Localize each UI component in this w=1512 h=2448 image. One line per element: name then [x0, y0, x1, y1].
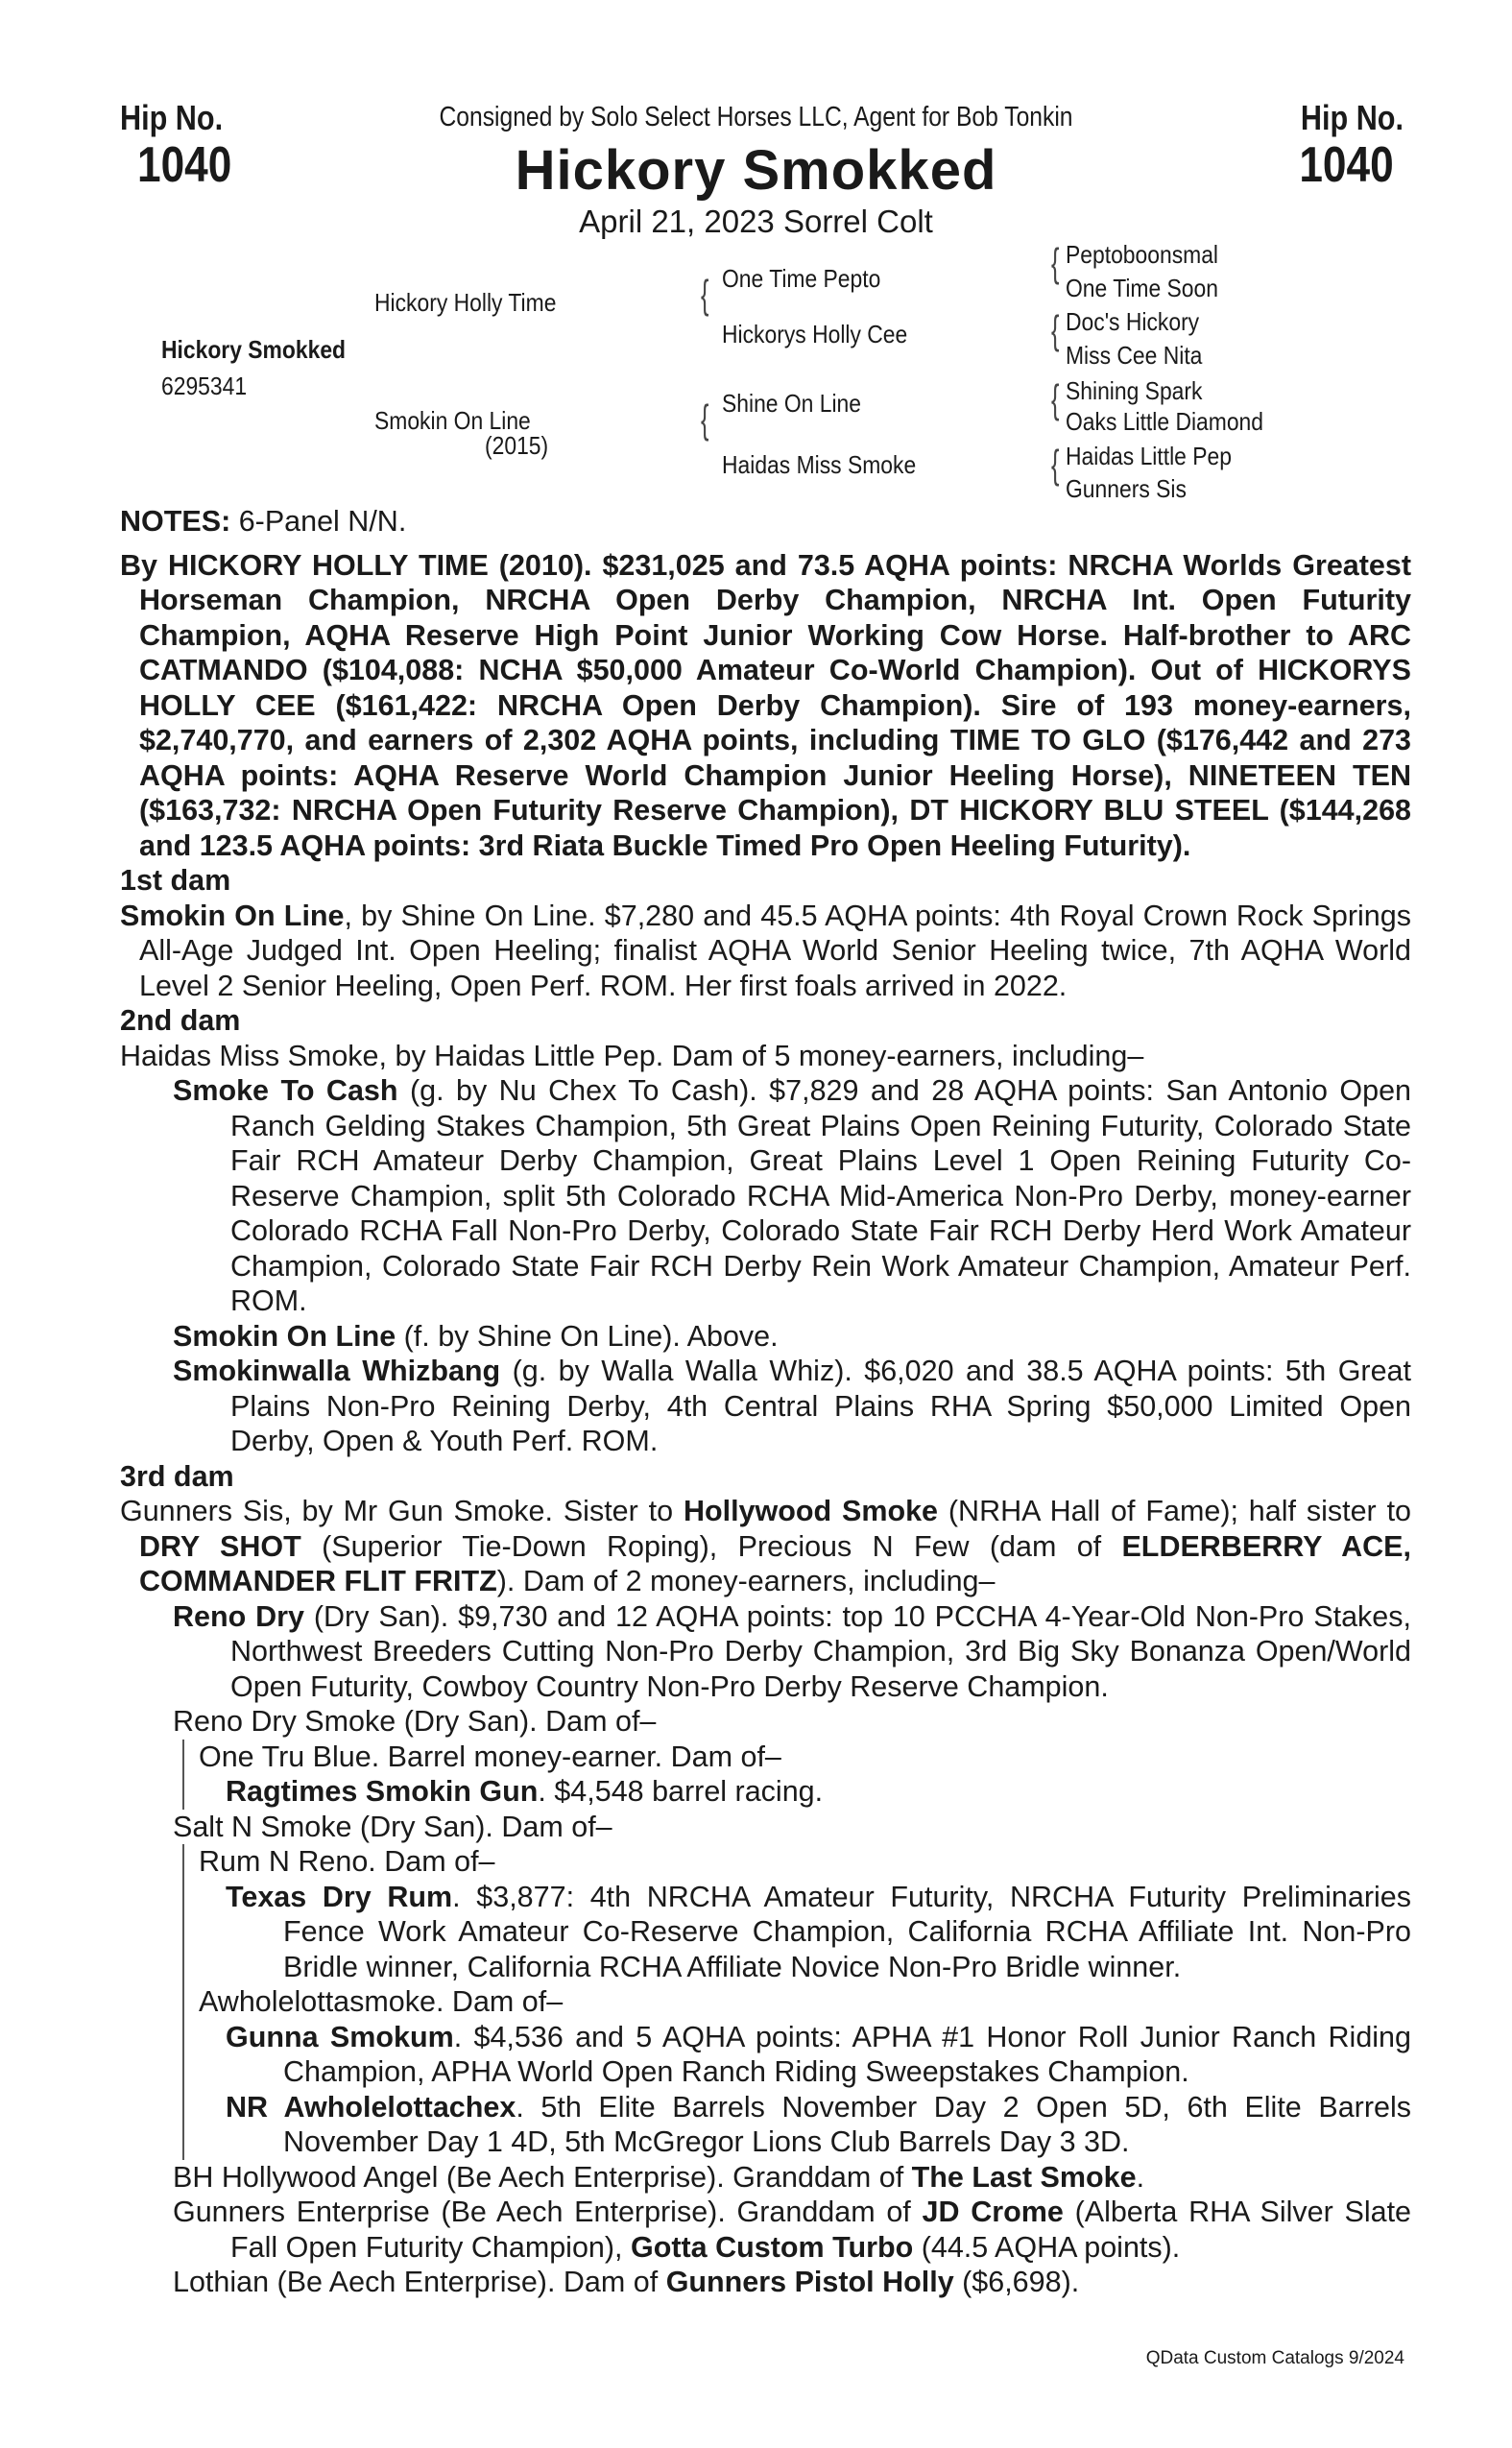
produce-entry: [173, 2195, 1411, 2265]
produce-text: (g. by Nu Chex To Cash). $7,829 and 28 AQHA points: San Antonio Open Ranch Gelding Stakes Champion, 5th Great Plains Open Reining Futurity, Colorado State Fair RCH Amateur Derby Champion, Great Plains Level 1 Open Reining Futurity Co-Reserve Champion, split 5th Colorado RCHA Mid-America Non-Pro Derby, money-earner Colorado RCHA Fall Non-Pro Derby, Colorado State Fair RCH Derby Herd Work Amateur Champion, Colorado State Fair RCH Derby Rein Work Amateur Champion, Amateur Perf. ROM.: [230, 1074, 1411, 1317]
third-dam-heading: 3rd dam: [120, 1459, 234, 1493]
descendant-text: . $4,548 barrel racing.: [538, 1775, 824, 1808]
descendant-entry: Rum N Reno. Dam of–: [199, 1845, 495, 1878]
pedigree-g3-2: One Time Soon: [1066, 274, 1218, 302]
pedigree-g3-4: Miss Cee Nita: [1066, 341, 1203, 370]
registration-number: 6295341: [161, 372, 248, 400]
produce-entry: [173, 1073, 1411, 1319]
pedigree-g3-5: Shining Spark: [1066, 376, 1203, 405]
footer-credit: QData Custom Catalogs 9/2024: [1145, 2348, 1404, 2368]
produce-text: BH Hollywood Angel (Be Aech Enterprise). Granddam of: [173, 2160, 912, 2194]
first-dam-name: Smokin On Line: [120, 899, 345, 932]
produce-text: Lothian (Be Aech Enterprise). Dam of: [173, 2266, 666, 2298]
catalog-body: [120, 504, 1411, 2300]
third-dam-intro-g: ). Dam of 2 money-earners, including–: [496, 1565, 996, 1597]
produce-name: Gunners Pistol Holly: [665, 2266, 954, 2298]
hip-number-left: 1040: [137, 137, 232, 193]
produce-text: (Dry San). $9,730 and 12 AQHA points: top 10 PCCHA 4-Year-Old Non-Pro Stakes, Northwest Breeders Cutting Non-Pro Derby Champion, 3rd Big Sky Bonanza Open/World Open Futurity, Cowboy Country Non-Pro Derby Reserve Champion.: [230, 1599, 1411, 1703]
hip-label-right: Hip No.: [1300, 98, 1404, 137]
pedigree-g3-6: Oaks Little Diamond: [1066, 407, 1264, 436]
second-dam-heading: 2nd dam: [120, 1004, 241, 1037]
produce-name: Gotta Custom Turbo: [631, 2230, 914, 2264]
produce-name: JD Crome: [922, 2196, 1064, 2228]
produce-entry: Salt N Smoke (Dry San). Dam of–: [173, 1810, 612, 1843]
first-dam-paragraph: [120, 899, 1411, 1004]
foaling-info: April 21, 2023 Sorrel Colt: [579, 204, 933, 239]
pedigree-horse: Hickory Smokked: [161, 335, 347, 364]
horse-name-title: Hickory Smokked: [515, 139, 997, 202]
produce-name: Reno Dry: [173, 1599, 304, 1633]
third-dam-produce: [120, 1599, 1411, 2300]
pedigree-dam-sire: Shine On Line: [722, 389, 862, 418]
descendant-entry: Awholelottasmoke. Dam of–: [199, 1985, 564, 2018]
first-dam-text: , by Shine On Line. $7,280 and 45.5 AQHA points: 4th Royal Crown Rock Springs All-Age Judged Int. Open Heeling; finalist AQHA World Senior Heeling twice, 7th AQHA World Level 2 Senior Heeling, Open Perf. ROM. Her first foals arrived in 2022.: [139, 899, 1411, 1002]
produce-name: Smoke To Cash: [173, 1074, 398, 1107]
third-dam-intro-e: (Superior Tie-Down Roping), Precious N Few (dam of: [300, 1529, 1122, 1563]
descendant-name: Gunna Smokum: [226, 2020, 454, 2053]
produce-text: (g. by Walla Walla Whiz). $6,020 and 38.5 AQHA points: 5th Great Plains Non-Pro Reining Derby, 4th Central Plains RHA Spring $50,000 Limited Open Derby, Open & Youth Perf. ROM.: [230, 1355, 1411, 1457]
pedigree-sire-dam: Hickorys Holly Cee: [722, 320, 908, 348]
descendant-entry: [199, 2090, 1411, 2160]
produce-name: The Last Smoke: [911, 2160, 1137, 2194]
produce-text: (Alberta RHA Silver Slate Fall Open Futurity Champion),: [230, 2196, 1412, 2264]
brace-dam: {: [701, 396, 709, 442]
pedigree-g3-7: Haidas Little Pep: [1066, 442, 1232, 470]
third-dam-intro-c: (NRHA Hall of Fame); half sister to: [938, 1495, 1412, 1527]
pedigree-sire: Hickory Holly Time: [374, 288, 557, 317]
descendants-block: [182, 1844, 1411, 2160]
produce-text: (44.5 AQHA points).: [913, 2230, 1181, 2264]
descendant-entry: [199, 1880, 1411, 1985]
produce-entry: [173, 1599, 1411, 1705]
produce-entry: [173, 2160, 1411, 2196]
sire-paragraph: By HICKORY HOLLY TIME (2010). $231,025 and 73.5 AQHA points: NRCHA Worlds Greatest Horseman Champion, NRCHA Open Derby Champion, NRCHA Int. Open Futurity Champion, AQHA Reserve High Point Junior Working Cow Horse. Half-brother to ARC CATMANDO ($104,088: NCHA $50,000 Amateur Co-World Champion). Out of HICKORYS HOLLY CEE ($161,422: NRCHA Open Derby Champion). Sire of 193 money-earners, $2,740,770, and earners of 2,302 AQHA points, including TIME TO GLO ($176,442 and 273 AQHA points: AQHA Reserve World Champion Junior Heeling Horse), NINETEEN TEN ($163,732: NRCHA Open Futurity Reserve Champion), DT HICKORY BLU STEEL ($144,268 and 123.5 AQHA points: 3rd Riata Buckle Timed Pro Open Heeling Futurity).: [120, 548, 1411, 862]
produce-text: Gunners Enterprise (Be Aech Enterprise). Granddam of: [173, 2196, 923, 2228]
notes-line: [120, 504, 1411, 540]
pedigree-dam: Smokin On Line: [374, 406, 531, 435]
first-dam-heading: 1st dam: [120, 864, 231, 897]
produce-text: (f. by Shine On Line). Above.: [396, 1319, 779, 1353]
brace-sire: {: [701, 272, 709, 317]
pedigree-sire-sire: One Time Pepto: [722, 264, 881, 293]
descendant-text: . $4,536 and 5 AQHA points: APHA #1 Honor Roll Junior Ranch Riding Champion, APHA World Open Ranch Riding Sweepstakes Champion.: [283, 2020, 1411, 2088]
third-dam-sibling-1: Hollywood Smoke: [683, 1495, 939, 1527]
notes-text: 6-Panel N/N.: [230, 505, 407, 538]
descendant-text: . $3,877: 4th NRCHA Amateur Futurity, NRCHA Futurity Preliminaries Fence Work Amateur Co-Reserve Champion, California RCHA Affiliate Int. Non-Pro Bridle winner, California RCHA Affiliate Novice Non-Pro Bridle winner.: [283, 1880, 1411, 1983]
descendants-block: [182, 1740, 1411, 1810]
pedigree-g3-8: Gunners Sis: [1066, 474, 1187, 503]
notes-label: NOTES:: [120, 505, 231, 538]
hip-label-left: Hip No.: [120, 98, 224, 137]
descendant-entry: One Tru Blue. Barrel money-earner. Dam of–: [199, 1740, 781, 1773]
produce-name: Smokinwalla Whizbang: [173, 1355, 501, 1387]
produce-text: .: [1136, 2160, 1145, 2194]
second-dam-intro: Haidas Miss Smoke, by Haidas Little Pep. Dam of 5 money-earners, including–: [120, 1039, 1144, 1072]
produce-text: ($6,698).: [953, 2266, 1080, 2298]
descendant-name: Ragtimes Smokin Gun: [226, 1775, 539, 1808]
brace-g3-2: {: [1051, 307, 1060, 352]
third-dam-sibling-2: DRY SHOT: [139, 1529, 301, 1563]
brace-g3-3: {: [1051, 376, 1060, 421]
descendant-name: Texas Dry Rum: [226, 1880, 453, 1913]
produce-name: Smokin On Line: [173, 1319, 396, 1353]
pedigree-dam-year: (2015): [485, 431, 549, 460]
descendant-entry: [199, 2020, 1411, 2090]
third-dam-intro-a: Gunners Sis, by Mr Gun Smoke. Sister to: [120, 1495, 684, 1527]
hip-number-right: 1040: [1299, 137, 1394, 193]
second-dam-produce: [120, 1073, 1411, 1459]
third-dam-intro: [120, 1494, 1411, 1599]
pedigree-g3-1: Peptoboonsmal: [1066, 240, 1219, 269]
produce-entry: [173, 2265, 1411, 2300]
produce-entry: Reno Dry Smoke (Dry San). Dam of–: [173, 1705, 657, 1738]
produce-entry: [173, 1354, 1411, 1459]
descendant-entry: [199, 1774, 1411, 1810]
descendant-text: . 5th Elite Barrels November Day 2 Open 5D, 6th Elite Barrels November Day 1 4D, 5th McGregor Lions Club Barrels Day 3 3D.: [283, 2090, 1411, 2158]
descendant-name: NR Awholelottachex: [226, 2090, 516, 2124]
brace-g3-1: {: [1051, 240, 1060, 285]
brace-g3-4: {: [1051, 442, 1060, 487]
third-dam-sibling-produce: ELDERBERRY ACE, COMMANDER FLIT FRITZ: [139, 1529, 1411, 1597]
produce-entry: [173, 1319, 1411, 1355]
pedigree-dam-dam: Haidas Miss Smoke: [722, 450, 917, 479]
pedigree-g3-3: Doc's Hickory: [1066, 307, 1200, 336]
consignor-line: Consigned by Solo Select Horses LLC, Agent for Bob Tonkin: [439, 102, 1073, 132]
